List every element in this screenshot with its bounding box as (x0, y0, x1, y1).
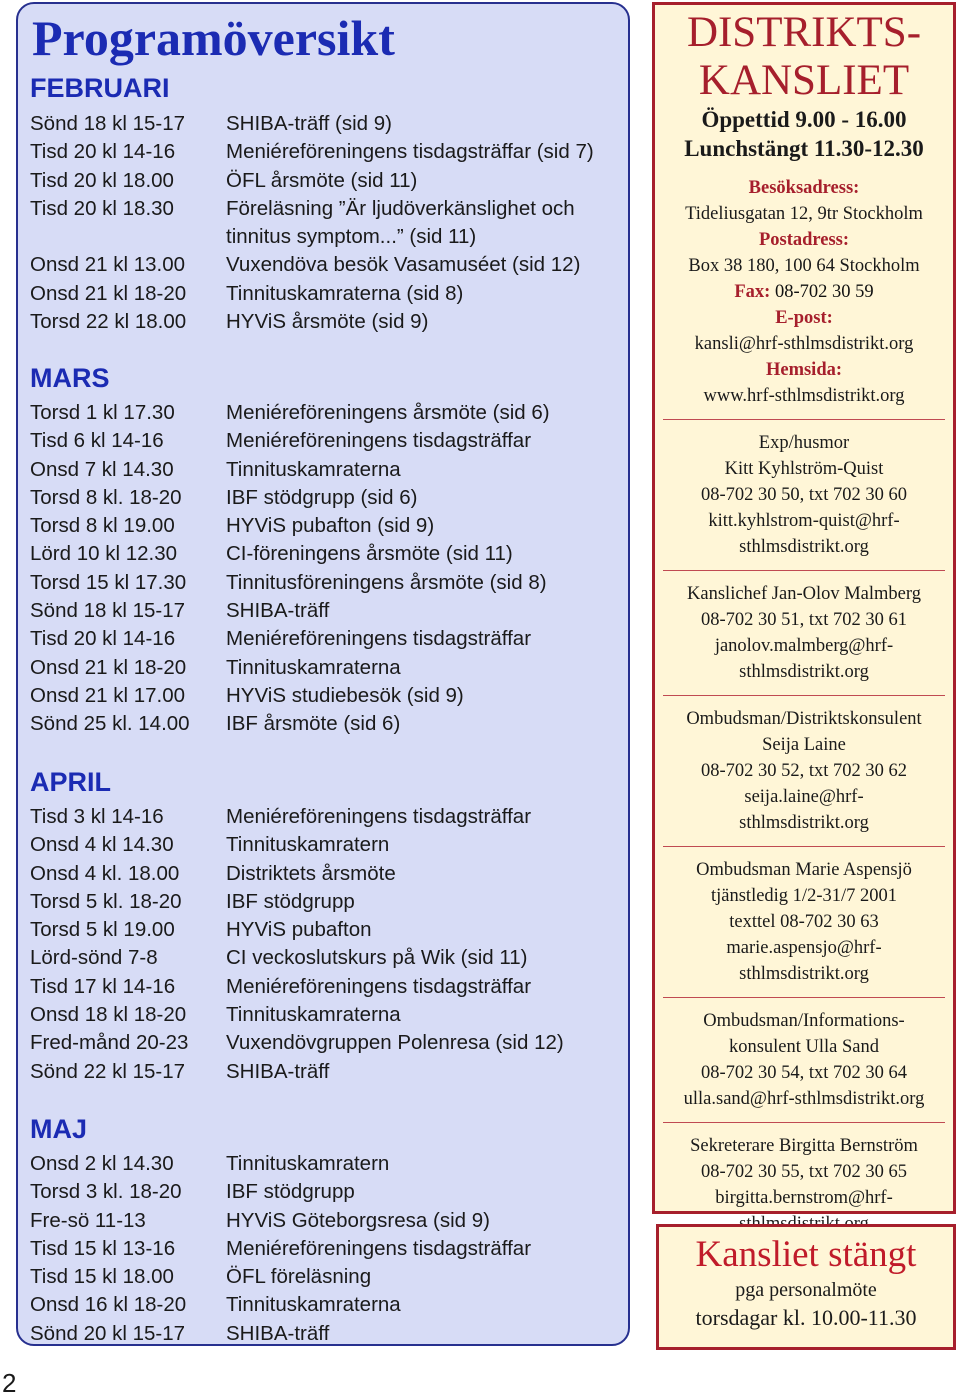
staff-contact (655, 430, 953, 560)
event-title: IBF årsmöte (sid 6) (226, 712, 401, 736)
event-date: Tisd 6 kl 14-16 (30, 429, 164, 453)
event-title: Meniéreföreningens tisdagsträffar (226, 805, 532, 828)
staff-contact-line: 08-702 30 50, txt 702 30 60 (700, 485, 908, 505)
staff-contact-line: sthlmsdistrikt.org (739, 537, 869, 557)
event-date: Sönd 20 kl 15-17 (30, 1321, 186, 1345)
event-date: Torsd 8 kl. 18-20 (30, 485, 182, 509)
event-date: Tisd 20 kl 14-16 (30, 627, 176, 651)
event-title: Distriktets årsmöte (226, 861, 396, 885)
event-date: Torsd 22 kl 18.00 (30, 310, 187, 334)
event-row (30, 1029, 620, 1057)
month-list-mars (30, 399, 620, 739)
staff-contact-line: sthlmsdistrikt.org (739, 662, 869, 682)
event-title: SHIBA-träff (226, 599, 330, 623)
event-row (30, 167, 620, 195)
staff-contact (655, 1008, 953, 1112)
staff-contact-line: Seija Laine (762, 735, 846, 755)
event-row (30, 682, 620, 710)
staff-contact-line: janolov.malmberg@hrf- (714, 636, 894, 656)
event-row (30, 569, 620, 597)
event-date: Onsd 2 kl 14.30 (30, 1152, 174, 1175)
event-row (30, 1178, 620, 1206)
event-title: SHIBA-träff (sid 9) (226, 112, 392, 135)
event-date: Torsd 3 kl. 18-20 (30, 1180, 182, 1204)
staff-contact-line: 08-702 30 51, txt 702 30 61 (700, 610, 908, 630)
event-row (30, 456, 620, 484)
event-title: CI-föreningens årsmöte (sid 11) (226, 542, 513, 566)
staff-contact-line: Ombudsman Marie Aspensjö (696, 860, 912, 880)
event-date: Tisd 3 kl 14-16 (30, 805, 164, 828)
event-date: Sönd 25 kl. 14.00 (30, 712, 190, 736)
event-title: IBF stödgrupp (226, 1180, 355, 1204)
program-title: Programöversikt (32, 10, 395, 66)
event-title: Tinnituskamratern (226, 1152, 390, 1175)
event-title: Tinnituskamraterna (226, 1293, 401, 1317)
staff-contact-line: tjänstledig 1/2-31/7 2001 (710, 886, 897, 906)
event-row (30, 1320, 620, 1348)
opening-hours: Öppettid 9.00 - 16.00 (701, 107, 907, 132)
event-date: Tisd 20 kl 18.00 (30, 168, 174, 192)
event-date: Tisd 17 kl 14-16 (30, 974, 176, 998)
event-row (30, 831, 620, 859)
event-title: IBF stödgrupp (226, 889, 355, 913)
staff-contact (655, 1133, 953, 1237)
event-date: Onsd 16 kl 18-20 (30, 1293, 187, 1317)
event-date: Sönd 22 kl 15-17 (30, 1059, 186, 1083)
staff-contact-line: 08-702 30 52, txt 702 30 62 (700, 761, 908, 781)
divider (663, 419, 945, 420)
staff-contact-line: seija.laine@hrf- (744, 787, 864, 807)
event-title: Vuxendövgruppen Polenresa (sid 12) (226, 1031, 564, 1055)
staff-contact-line: Ombudsman/Distriktskonsulent (686, 709, 922, 729)
event-row (30, 540, 620, 568)
event-date: Torsd 15 kl 17.30 (30, 570, 187, 594)
event-title: Meniéreföreningens årsmöte (sid 6) (226, 401, 550, 424)
divider (663, 1122, 945, 1123)
event-row (30, 803, 620, 831)
event-row (30, 916, 620, 944)
office-title-line2: KANSLIET (698, 57, 910, 104)
staff-contact-line: Exp/husmor (758, 433, 850, 453)
event-date: Lörd 10 kl 12.30 (30, 542, 178, 566)
event-date: Onsd 18 kl 18-20 (30, 1003, 187, 1027)
event-row (30, 710, 620, 738)
event-title: SHIBA-träff (226, 1059, 330, 1083)
staff-contact-line: Kanslichef Jan-Olov Malmberg (687, 584, 921, 604)
closed-reason: pga personalmöte (735, 1279, 877, 1301)
event-row (30, 138, 620, 166)
event-row (30, 625, 620, 653)
event-title: Tinnituskamraterna (226, 655, 401, 679)
closed-title: Kansliet stängt (695, 1234, 917, 1275)
event-title: Meniéreföreningens tisdagsträffar (226, 429, 532, 453)
divider (663, 695, 945, 696)
staff-contact-line: sthlmsdistrikt.org (739, 964, 869, 984)
event-row (30, 484, 620, 512)
fax-label: Fax: (734, 282, 771, 302)
event-title: CI veckoslutskurs på Wik (sid 11) (226, 946, 528, 970)
month-list-april (30, 803, 620, 1086)
event-row (30, 1235, 620, 1263)
event-title: Tinnituskamratern (226, 833, 390, 857)
event-title: Tinnituskamraterna (226, 1003, 401, 1027)
staff-contact (655, 581, 953, 685)
fax-number: 08-702 30 59 (770, 282, 874, 302)
event-date: Onsd 21 kl 17.00 (30, 683, 185, 707)
email-label: E-post: (775, 308, 833, 328)
event-date: Torsd 8 kl 19.00 (30, 514, 175, 538)
divider (663, 570, 945, 571)
office-contact (655, 175, 953, 409)
office-title-line1: DISTRIKTS- (686, 9, 922, 56)
event-date: Fre-sö 11-13 (30, 1208, 146, 1232)
event-row (30, 399, 620, 427)
website-label: Hemsida: (765, 360, 843, 380)
staff-contact-line: Ombudsman/Informations- (703, 1011, 905, 1031)
event-row (30, 888, 620, 916)
month-heading-april: APRIL (30, 767, 111, 797)
event-row (30, 251, 620, 279)
event-row (30, 1001, 620, 1029)
district-office-box (652, 2, 956, 1214)
event-date: Tisd 15 kl 13-16 (30, 1236, 176, 1260)
staff-contact-line: ulla.sand@hrf-sthlmsdistrikt.org (683, 1089, 925, 1109)
event-row (30, 973, 620, 1001)
event-date: Onsd 21 kl 18-20 (30, 655, 187, 679)
event-title: ÖFL föreläsning (226, 1265, 372, 1289)
staff-list (655, 419, 953, 1237)
month-heading-februari: FEBRUARI (30, 73, 170, 103)
event-date: Tisd 20 kl 14-16 (30, 140, 176, 164)
staff-contact-line: marie.aspensjo@hrf- (726, 938, 882, 958)
lunch-closed: Lunchstängt 11.30-12.30 (684, 136, 924, 161)
event-date: Sönd 18 kl 15-17 (30, 599, 186, 623)
event-row (30, 944, 620, 972)
program-overview-box (16, 2, 630, 1346)
event-date: Sönd 18 kl 15-17 (30, 112, 186, 135)
event-row (30, 1207, 620, 1235)
post-address-label: Postadress: (758, 230, 850, 250)
event-row (30, 654, 620, 682)
event-row (30, 1263, 620, 1291)
event-date: Lörd-sönd 7-8 (30, 946, 158, 970)
staff-contact-line: Sekreterare Birgitta Bernström (690, 1136, 918, 1156)
event-title: ÖFL årsmöte (sid 11) (226, 168, 418, 192)
visit-address: Tideliusgatan 12, 9tr Stockholm (685, 204, 923, 224)
staff-contact (655, 706, 953, 836)
staff-contact (655, 857, 953, 987)
event-date: Onsd 4 kl. 18.00 (30, 861, 180, 885)
event-row (30, 597, 620, 625)
visit-address-label: Besöksadress: (748, 178, 860, 198)
month-heading-maj: MAJ (30, 1114, 88, 1144)
office-hours (655, 105, 953, 163)
event-title: Tinnituskamraterna (226, 457, 401, 481)
event-date: Torsd 5 kl 19.00 (30, 918, 175, 942)
event-row (30, 1058, 620, 1086)
event-title: Föreläsning ”Är ljudöverkänslighet och tinnitus symptom...” (sid 11) (226, 196, 575, 249)
event-row (30, 860, 620, 888)
month-list-maj (30, 1150, 620, 1348)
staff-contact-line: texttel 08-702 30 63 (729, 912, 879, 932)
event-title: Meniéreföreningens tisdagsträffar (226, 1236, 532, 1260)
event-title: Meniéreföreningens tisdagsträffar (226, 974, 532, 998)
event-row (30, 110, 620, 138)
post-address: Box 38 180, 100 64 Stockholm (688, 256, 920, 276)
event-title: HYViS pubafton (226, 918, 372, 942)
office-closed-box (656, 1224, 956, 1350)
event-row (30, 512, 620, 540)
event-date: Torsd 5 kl. 18-20 (30, 889, 182, 913)
staff-contact-line: kitt.kyhlstrom-quist@hrf- (708, 511, 900, 531)
event-date: Torsd 1 kl 17.30 (30, 401, 175, 424)
event-date: Tisd 20 kl 18.30 (30, 196, 174, 220)
office-email[interactable]: kansli@hrf-sthlmsdistrikt.org (694, 334, 914, 354)
event-date: Fred-månd 20-23 (30, 1031, 189, 1055)
event-title: IBF stödgrupp (sid 6) (226, 485, 418, 509)
office-website[interactable]: www.hrf-sthlmsdistrikt.org (703, 386, 905, 406)
staff-contact-line: Kitt Kyhlström-Quist (724, 459, 884, 479)
event-row (30, 280, 620, 308)
office-title (655, 9, 953, 105)
event-title: Meniéreföreningens tisdagsträffar (sid 7) (226, 140, 594, 164)
event-title: Tinnitusföreningens årsmöte (sid 8) (226, 570, 547, 594)
event-row (30, 1291, 620, 1319)
page-number: 2 (2, 1368, 17, 1398)
fax-line (655, 279, 953, 305)
event-title: HYViS årsmöte (sid 9) (226, 310, 429, 334)
staff-contact-line: konsulent Ulla Sand (728, 1037, 880, 1057)
divider (663, 997, 945, 998)
staff-contact-line: birgitta.bernstrom@hrf- (715, 1188, 893, 1208)
event-title: Meniéreföreningens tisdagsträffar (226, 627, 532, 651)
event-row (30, 1150, 620, 1178)
month-heading-mars: MARS (30, 363, 110, 393)
staff-contact-line: 08-702 30 54, txt 702 30 64 (700, 1063, 908, 1083)
event-title: HYViS Göteborgsresa (sid 9) (226, 1208, 490, 1232)
event-date: Onsd 21 kl 18-20 (30, 281, 187, 305)
event-title: HYViS pubafton (sid 9) (226, 514, 435, 538)
event-row (30, 427, 620, 455)
event-date: Onsd 4 kl 14.30 (30, 833, 174, 857)
event-title: HYViS studiebesök (sid 9) (226, 683, 464, 707)
divider (663, 846, 945, 847)
event-row (30, 195, 620, 252)
event-title: SHIBA-träff (226, 1321, 330, 1345)
event-date: Onsd 21 kl 13.00 (30, 253, 185, 277)
event-title: Vuxendöva besök Vasamuséet (sid 12) (226, 253, 581, 277)
staff-contact-line: 08-702 30 55, txt 702 30 65 (700, 1162, 908, 1182)
event-date: Onsd 7 kl 14.30 (30, 457, 174, 481)
event-title: Tinnituskamraterna (sid 8) (226, 281, 464, 305)
event-row (30, 308, 620, 336)
closed-time: torsdagar kl. 10.00-11.30 (695, 1305, 917, 1330)
staff-contact-line: sthlmsdistrikt.org (739, 813, 869, 833)
event-date: Tisd 15 kl 18.00 (30, 1265, 174, 1289)
month-list-februari (30, 110, 620, 336)
